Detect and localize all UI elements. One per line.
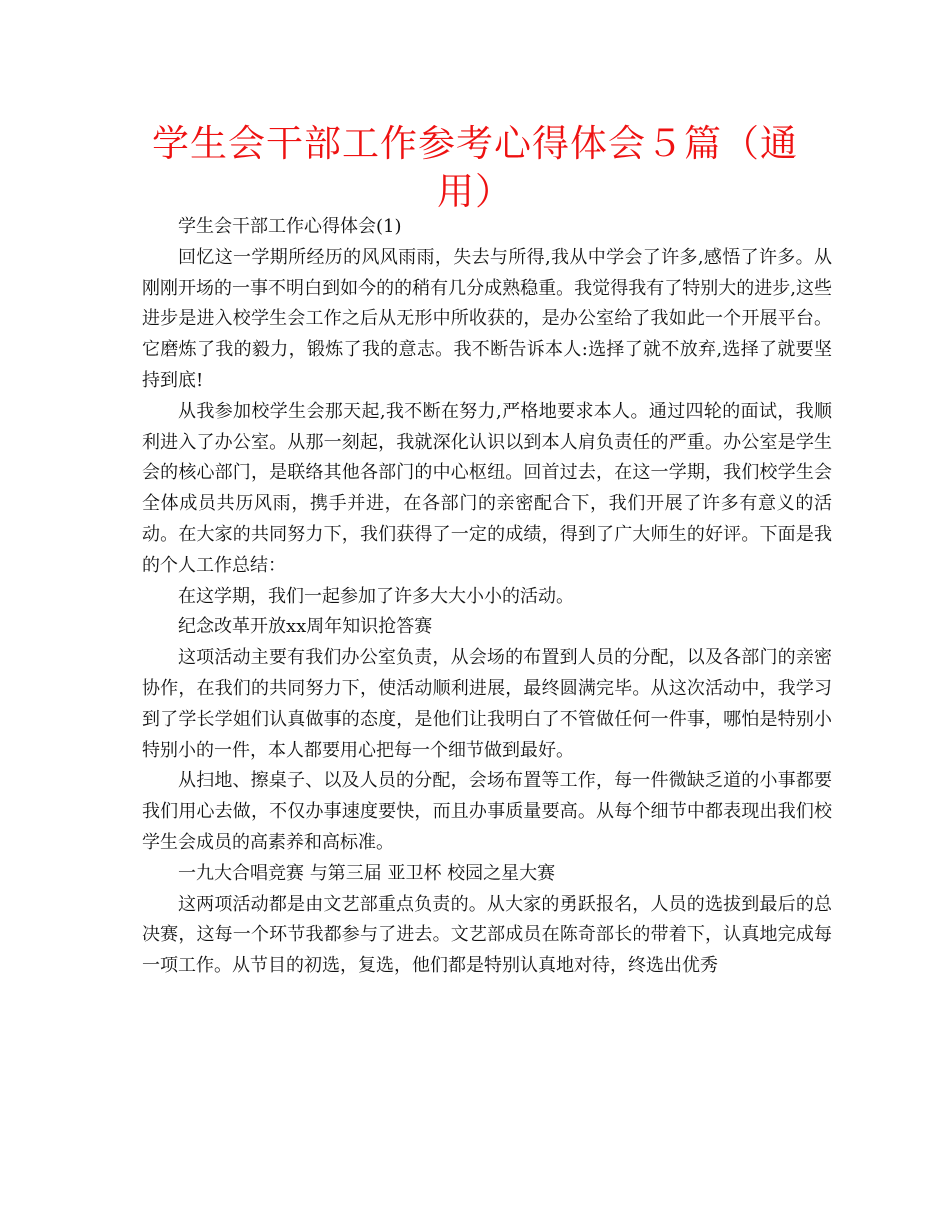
- document-body: [142, 212, 832, 982]
- body-paragraph: 从我参加校学生会那天起,我不断在努力,严格地要求本人。通过四轮的面试，我顺利进入了办公室。从那一刻起，我就深化认识以到本人肩负责任的严重。办公室是学生会的核心部门，是联络其他各部门的中心枢纽。回首过去，在这一学期，我们校学生会全体成员共历风雨，携手并进，在各部门的亲密配合下，我们开展了许多有意义的活动。在大家的共同努力下，我们获得了一定的成绩，得到了广大师生的好评。下面是我的个人工作总结：: [142, 400, 832, 576]
- body-paragraph: 这两项活动都是由文艺部重点负责的。从大家的勇跃报名，人员的选拔到最后的总决赛，这每一个环节我都参与了进去。文艺部成员在陈奇部长的带着下，认真地完成每一项工作。从节目的初选，复选，他们都是特别认真地对待，终选出优秀: [142, 893, 832, 977]
- body-paragraph: 在这学期，我们一起参加了许多大大小小的活动。: [178, 585, 574, 607]
- body-paragraph: 回忆这一学期所经历的风风雨雨，失去与所得,我从中学会了许多,感悟了许多。从刚刚开场的一事不明白到如今的的稍有几分成熟稳重。我觉得我有了特别大的进步,这些进步是进入校学生会工作之后从无形中所收获的，是办公室给了我如此一个开展平台。它磨炼了我的毅力，锻炼了我的意志。我不断告诉本人:选择了就不放弃,选择了就要坚持到底!: [142, 246, 832, 391]
- document-title: 学生会干部工作参考心得体会５篇（通用）: [152, 122, 798, 213]
- body-paragraph: 这项活动主要有我们办公室负责，从会场的布置到人员的分配，以及各部门的亲密协作，在我们的共同努力下，使活动顺利进展，最终圆满完毕。从这次活动中，我学习到了学长学姐们认真做事的态度，是他们让我明白了不管做任何一件事，哪怕是特别小特别小的一件，本人都要用心把每一个细节做到最好。: [142, 647, 832, 761]
- activity-heading: 纪念改革开放xx周年知识抢答赛: [178, 616, 433, 638]
- activity-heading: 一九大合唱竞赛 与第三届 亚卫杯 校园之星大赛: [178, 862, 556, 884]
- section-heading: 学生会干部工作心得体会(1): [178, 216, 402, 237]
- body-paragraph: 从扫地、擦桌子、以及人员的分配，会场布置等工作，每一件微缺乏道的小事都要我们用心去做，不仅办事速度要快，而且办事质量要高。从每个细节中都表现出我们校学生会成员的高素养和高标准。: [142, 770, 832, 853]
